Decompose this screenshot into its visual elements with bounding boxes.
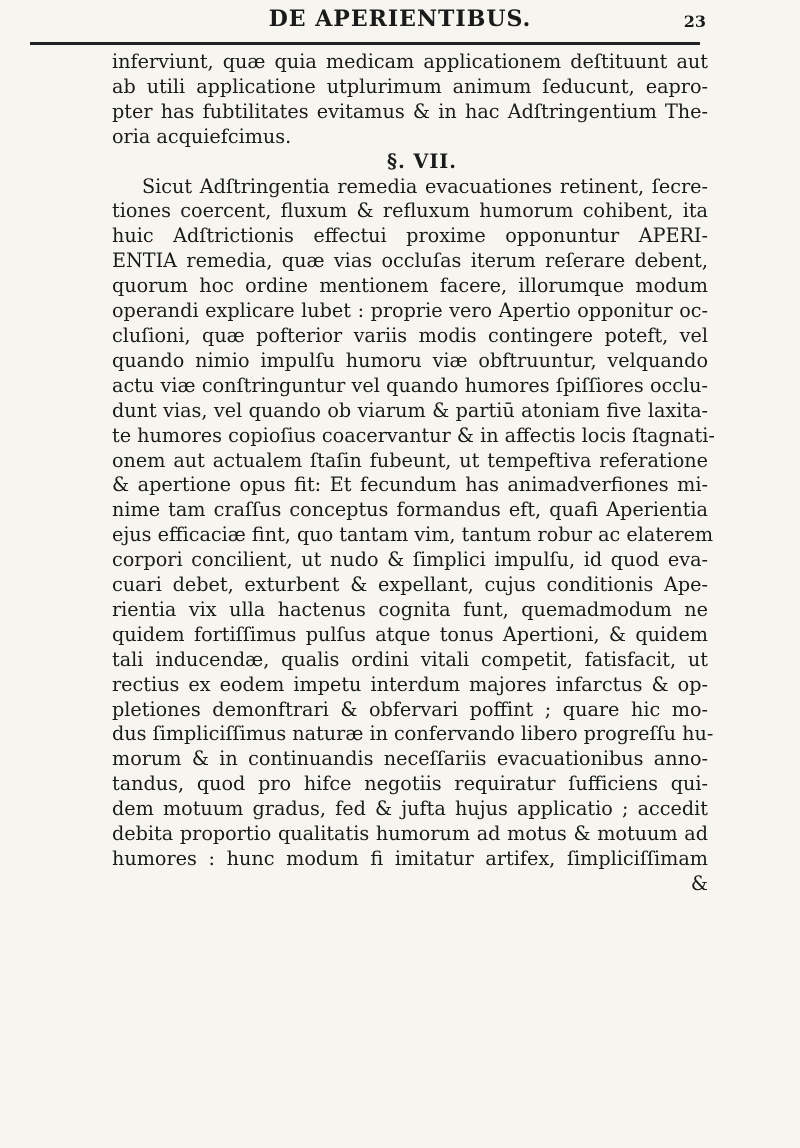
text-line: cluſioni, quæ pofterior variis modis contingere poteft, vel — [112, 323, 708, 347]
text-line: inferviunt, quæ quia medicam applicationem deſtituunt aut — [112, 50, 708, 73]
running-head — [0, 6, 800, 36]
text-line: actu viæ conſtringuntur vel quando humores ſpiſſiores occlu- — [112, 373, 708, 397]
text-line: rectius ex eodem impetu interdum majores infarctus & op- — [112, 672, 708, 696]
text-line: debita proportio qualitatis humorum ad motus & motuum ad — [112, 822, 708, 846]
text-line: pletiones demonftrari & obfervari poffint ; quare hic mo- — [112, 697, 708, 721]
section-heading: §. VII. — [387, 149, 457, 173]
text-line: dus ſimpliciſſimus naturæ in confervando libero progreſſu hu- — [112, 722, 714, 746]
header-rule — [30, 42, 700, 45]
text-line: onem aut actualem ſtaſin fubeunt, ut tempeftiva referatione — [112, 448, 708, 472]
text-line: rientia vix ulla hactenus cognita funt, quemadmodum ne — [112, 597, 708, 621]
text-line: Sicut Adſtringentia remedia evacuationes retinent, ſecre- — [142, 174, 708, 198]
text-line: quorum hoc ordine mentionem facere, illorumque modum — [112, 274, 708, 298]
text-line: humores : hunc modum fi imitatur artifex, ſimpliciſſimam — [112, 847, 708, 870]
text-line: cuari debet, exturbent & expellant, cujus conditionis Ape- — [112, 573, 708, 597]
text-line: tandus, quod pro hifce negotiis requiratur ſufficiens qui- — [112, 772, 708, 796]
text-line: tiones coercent, fluxum & refluxum humorum cohibent, ita — [112, 199, 708, 223]
page-number: 23 — [683, 12, 706, 31]
text-line: & apertione opus fit: Et fecundum has animadverfiones mi- — [112, 473, 708, 497]
text-line: operandi explicare lubet : proprie vero Apertio opponitur oc- — [112, 299, 708, 323]
text-line: corpori concilient, ut nudo & ſimplici impulſu, id quod eva- — [112, 548, 708, 572]
body-text — [112, 50, 715, 897]
running-title: DE APERIENTIBUS. — [268, 6, 532, 32]
text-line: ejus efficaciæ fint, quo tantam vim, tantum robur ac elaterem — [112, 523, 714, 547]
text-line: te humores copioſius coacervantur & in affectis locis ſtagnati- — [112, 423, 715, 447]
catchword: & — [690, 871, 708, 895]
text-line: quidem fortiſſimus pulſus atque tonus Apertioni, & quidem — [112, 622, 708, 646]
text-line: dem motuum gradus, fed & jufta hujus applicatio ; accedit — [112, 797, 708, 821]
text-line: nime tam craſſus conceptus formandus eft, quafi Aperientia — [112, 498, 708, 522]
text-line: tali inducendæ, qualis ordini vitali competit, fatisfacit, ut — [112, 647, 708, 671]
text-line: ab utili applicatione utplurimum animum ſeducunt, eapro- — [112, 74, 708, 98]
text-line: quando nimio impulſu humoru viæ obftruuntur, velquando — [112, 348, 708, 372]
text-line: morum & in continuandis neceſſariis evacuationibus anno- — [112, 747, 708, 771]
text-line: huic Adſtrictionis effectui proxime opponuntur APERI- — [112, 224, 708, 248]
text-line: dunt vias, vel quando ob viarum & partiū atoniam five laxita- — [112, 398, 708, 422]
text-line: ENTIA remedia, quæ vias occluſas iterum reſerare debent, — [112, 249, 708, 273]
text-line: pter has fubtilitates evitamus & in hac Adſtringentium The- — [112, 99, 708, 123]
text-line: oria acquiefcimus. — [112, 124, 292, 148]
